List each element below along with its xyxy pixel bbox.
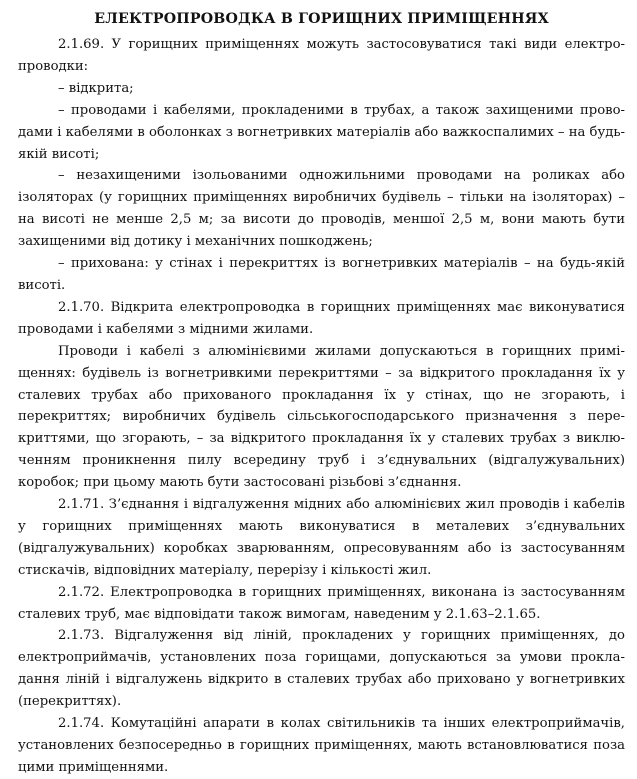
list-item-hidden: – прихована: у стінах і перекриттях із вогнетривких матеріалів – на будь-якій висоті. (18, 256, 625, 293)
paragraph-2-1-73: 2.1.73. Відгалуження від ліній, прокладених у горищних приміщеннях, до електроприймачів, установлених поза горищами, допускаються за умови прокладання ліній і відгалужень відкрито в сталевих трубах або приховано у вогнетривких (перекриттях). (18, 628, 625, 710)
document-title: ЕЛЕКТРОПРОВОДКА В ГОРИЩНИХ ПРИМІЩЕННЯХ (94, 11, 549, 27)
list-item-open: – відкрита; (58, 80, 134, 96)
paragraph-2-1-70: 2.1.70. Відкрита електропроводка в горищних приміщеннях має виконуватися проводами і кабелями з мідними жилами. (18, 299, 625, 337)
paragraph-2-1-71: 2.1.71. З’єднання і відгалуження мідних або алюмінієвих жил проводів і кабелів у горищних приміщеннях мають виконуватися в металевих з’єднувальних (відгалужувальних) коробках зварюванням, опресовуванням або із застосуванням стискачів, відповідних матеріалу, перерізу і кількості жил. (18, 497, 625, 578)
paragraph-2-1-69: 2.1.69. У горищних приміщеннях можуть застосовуватися такі види електропроводки: (18, 37, 625, 74)
paragraph-2-1-72: 2.1.72. Електропроводка в горищних приміщеннях, виконана із застосуванням сталевих труб, має відповідати також вимогам, наведеним у 2.1.63–2.1.65. (18, 584, 625, 622)
paragraph-aluminium-wires: Проводи і кабелі з алюмінієвими жилами допускаються в горищних приміщеннях: будівель із вогнетривкими перекриттями – за відкритого прокладання їх у сталевих трубах або прихованого прокладання їх у стінах, що не згорають, і перекриттях; виробничих будівель сільськогосподарського призначення з перекриттями, що згорають, – за відкритого прокладання їх у сталевих трубах з виключенням проникнення пилу всередину труб і з’єднувальних (відгалужувальних) коробок; при цьому мають бути застосовані різьбові з’єднання. (18, 343, 625, 491)
list-item-in-pipes: – проводами і кабелями, прокладеними в трубах, а також захищеними проводами і кабелями в оболонках з вогнетривких матеріалів або важкоспалимих – на будь-якій висоті; (18, 102, 626, 162)
list-item-unprotected-wires: – незахищеними ізольованими одножильними проводами на роликах або ізоляторах (у горищних приміщеннях виробничих будівель – тільки на ізоляторах) – на висоті не менше 2,5 м; за висоти до проводів, меншої 2,5 м, вони мають бути захищеними від дотику і механічних пошкоджень; (18, 168, 625, 250)
paragraph-2-1-74: 2.1.74. Комутаційні апарати в колах світильників та інших електроприймачів, установлених безпосередньо в горищних приміщеннях, мають встановлюватися поза цими приміщеннями. (18, 716, 625, 775)
